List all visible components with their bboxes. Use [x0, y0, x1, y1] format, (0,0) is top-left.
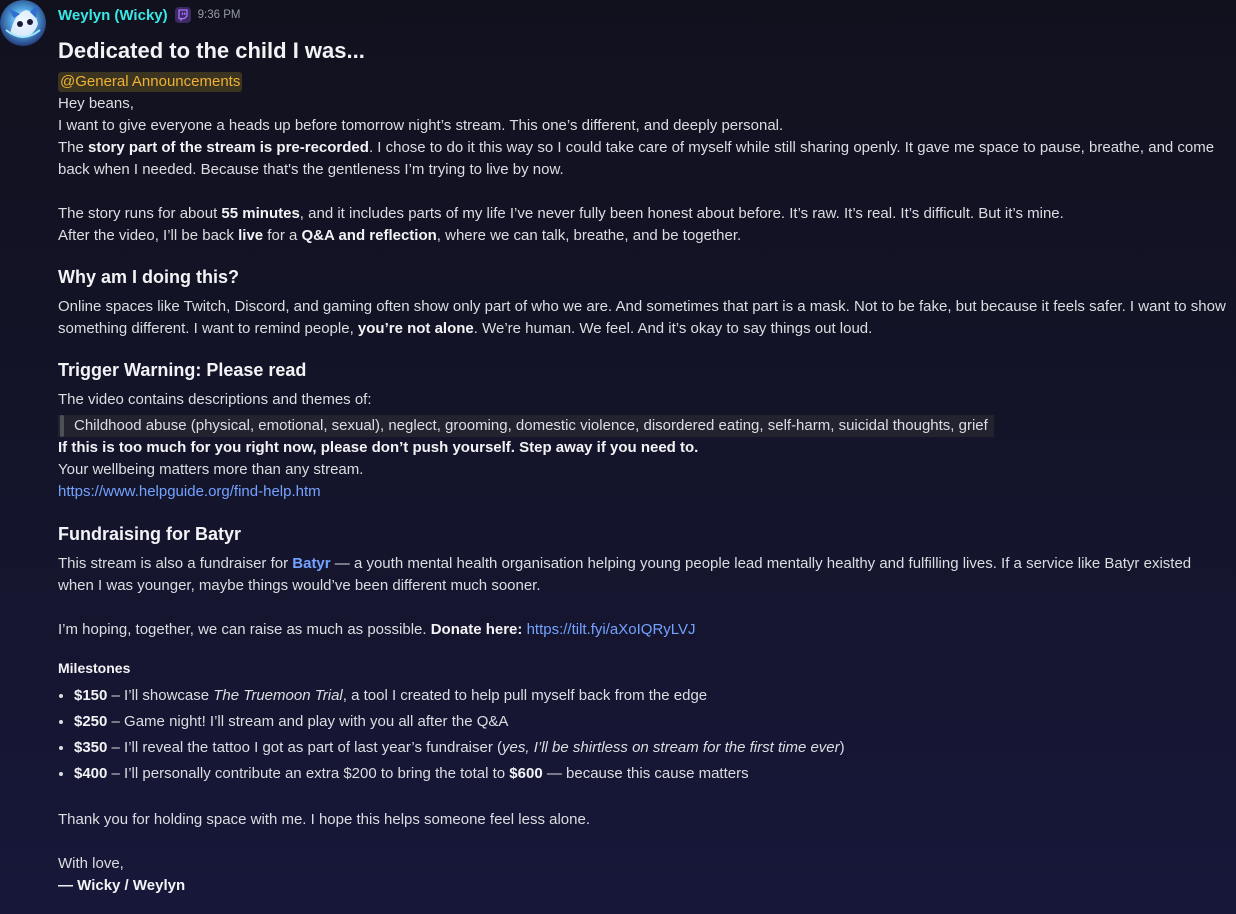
heading-fundraising: Fundraising for Batyr: [58, 524, 242, 544]
batyr-link[interactable]: Batyr: [292, 555, 331, 572]
intro-text: I want to give everyone a heads up before tomorrow night’s stream. This one’s different, and deeply personal.: [58, 117, 784, 134]
greeting: Hey beans,: [58, 95, 134, 112]
message-header: [58, 0, 1226, 30]
milestones-list: [58, 683, 1226, 787]
helpguide-link[interactable]: https://www.helpguide.org/find-help.htm: [58, 483, 321, 500]
tw-intro: The video contains descriptions and themes of:: [58, 391, 372, 408]
tw-blockquote: Childhood abuse (physical, emotional, sexual), neglect, grooming, domestic violence, disordered eating, self-harm, suicidal thoughts, grief: [58, 415, 994, 437]
milestones-heading: Milestones: [58, 660, 131, 676]
wellbeing-note: Your wellbeing matters more than any stream.: [58, 461, 364, 478]
author-name[interactable]: Weylyn (Wicky): [58, 6, 168, 24]
milestone-item: • $250 – Game night! I’ll stream and play with you all after the Q&A: [74, 709, 1226, 735]
post-title: Dedicated to the child I was...: [58, 38, 365, 63]
message-timestamp: 9:36 PM: [197, 9, 241, 21]
milestone-item: • $400 – I’ll personally contribute an extra $200 to bring the total to $600 — because this cause matters: [74, 761, 1226, 787]
helpguide-link-row: [58, 481, 1226, 503]
twitch-icon: [174, 6, 192, 24]
message-content: [58, 0, 1226, 897]
signoff-text: With love,: [58, 855, 124, 872]
role-mention[interactable]: @General Announcements: [60, 73, 241, 90]
user-avatar[interactable]: [0, 0, 46, 46]
tw-bold-note: If this is too much for you right now, please don’t push yourself. Step away if you need to.: [58, 439, 699, 456]
milestone-item: • $150 – I’ll showcase The Truemoon Trial, a tool I created to help pull myself back from the edge: [74, 683, 1226, 709]
signature-text: — Wicky / Weylyn: [58, 877, 186, 894]
donate-paragraph: I’m hoping, together, we can raise as much as possible. Donate here: https://tilt.fyi/aXoIQRyLVJ: [58, 621, 696, 638]
mention-row: [58, 71, 1226, 93]
avatar-image: [0, 0, 46, 46]
heading-why: Why am I doing this?: [58, 267, 239, 287]
prerecorded-paragraph: The story part of the stream is pre-recorded. I chose to do it this way so I could take care of myself while still sharing openly. It gave me space to pause, breathe, and come back when I needed. Because that's the gentleness I’m trying to live by now.: [58, 139, 1215, 178]
qa-paragraph: After the video, I’ll be back live for a Q&A and reflection, where we can talk, breathe, and be together.: [58, 227, 742, 244]
heading-trigger-warning: Trigger Warning: Please read: [58, 360, 307, 380]
donate-link[interactable]: https://tilt.fyi/aXoIQRyLVJ: [526, 621, 696, 638]
duration-paragraph: The story runs for about 55 minutes, and it includes parts of my life I’ve never fully been honest about before. It’s raw. It’s real. It’s difficult. But it’s mine.: [58, 205, 1064, 222]
milestone-item: • $350 – I’ll reveal the tattoo I got as part of last year’s fundraiser (yes, I’ll be shirtless on stream for the first time ever): [74, 735, 1226, 761]
why-paragraph: Online spaces like Twitch, Discord, and gaming often show only part of who we are. And sometimes that part is a mask. Not to be fake, but because it feels safer. I want to show something different. I want to remind people, you’re not alone. We’re human. We feel. And it’s okay to say things out loud.: [58, 298, 1226, 337]
fundraiser-paragraph: This stream is also a fundraiser for Batyr — a youth mental health organisation helping young people lead mentally healthy and fulfilling lives. If a service like Batyr existed when I was younger, maybe things would’ve been different much sooner.: [58, 555, 1192, 594]
thanks-text: Thank you for holding space with me. I hope this helps someone feel less alone.: [58, 811, 590, 828]
